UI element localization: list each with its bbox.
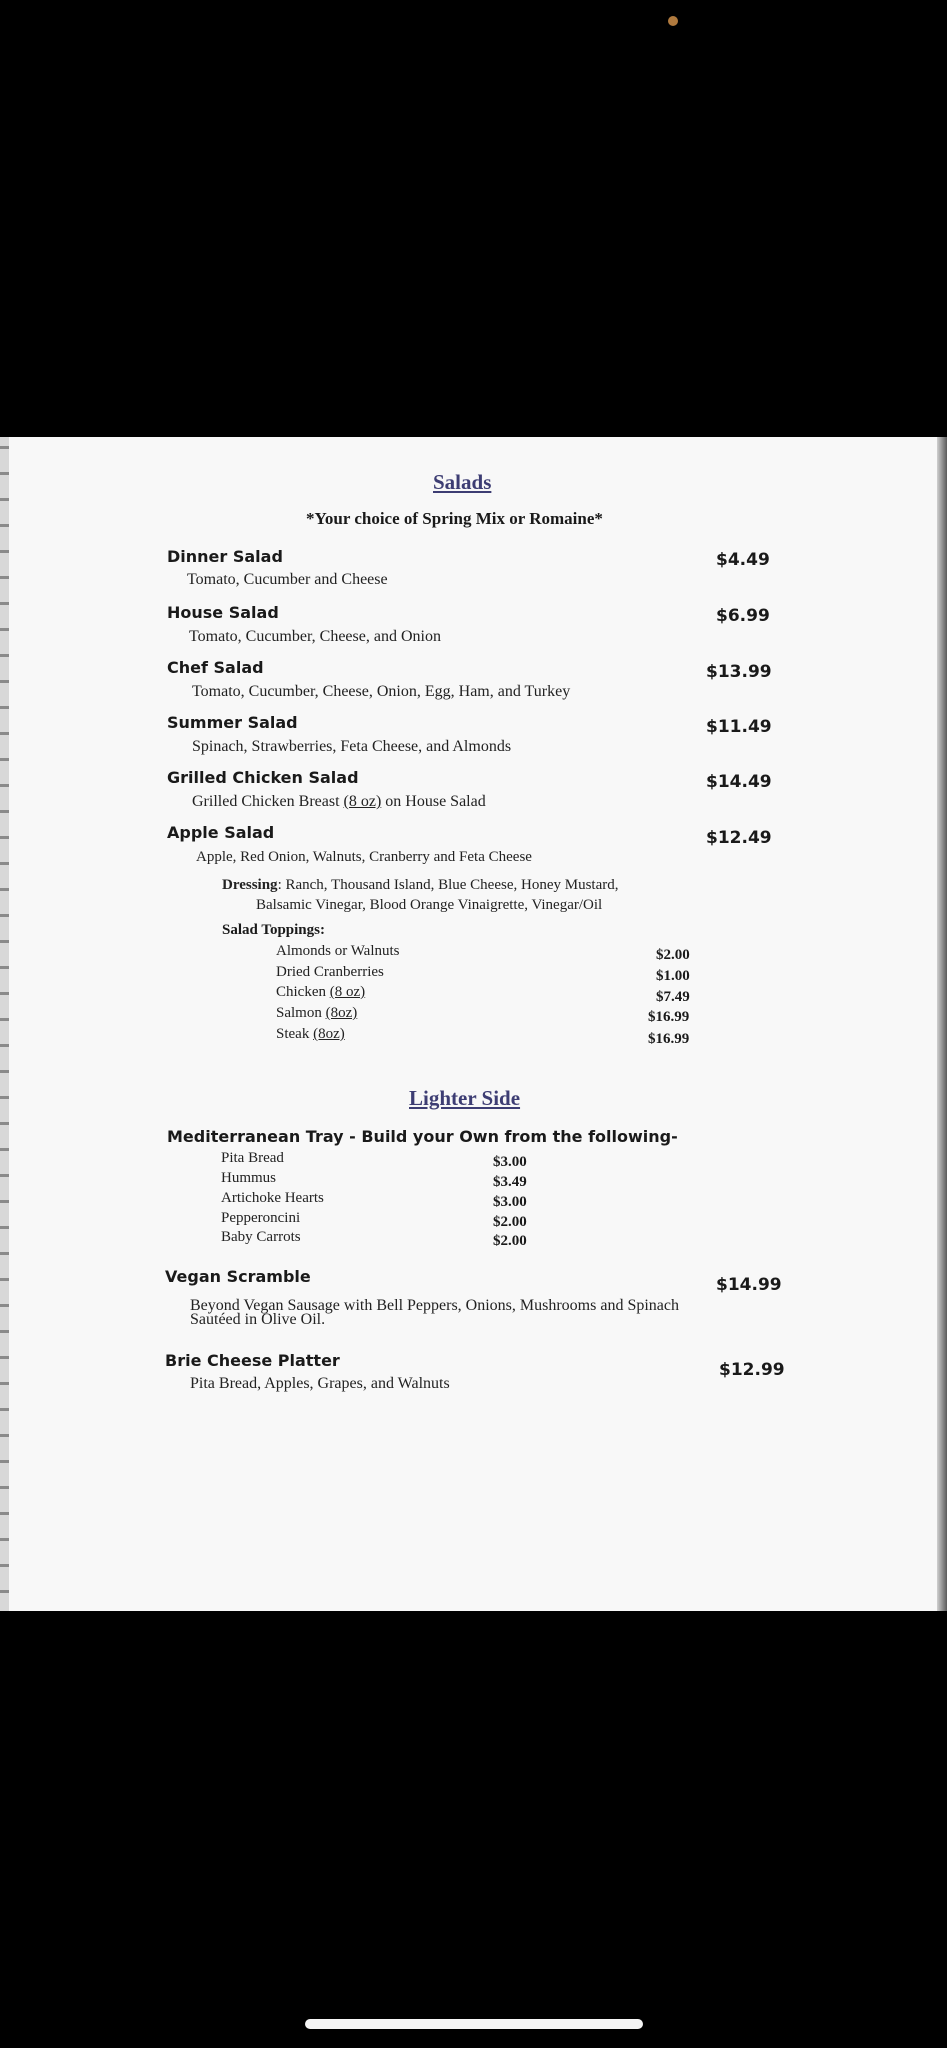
camera-indicator	[668, 16, 678, 26]
binder-edge	[0, 437, 9, 1611]
salads-subtitle: *Your choice of Spring Mix or Romaine*	[306, 509, 603, 528]
item-name: Chef Salad	[167, 658, 264, 677]
item-name: Summer Salad	[167, 713, 298, 732]
item-price: $14.49	[706, 772, 772, 792]
tray-item-name: Baby Carrots	[221, 1229, 301, 1245]
topping-name: Almonds or Walnuts	[276, 943, 400, 959]
item-price: $12.49	[706, 828, 772, 848]
item-price: $4.49	[716, 550, 770, 570]
dressing-line-2: Balsamic Vinegar, Blood Orange Vinaigrette, Vinegar/Oil	[256, 897, 603, 913]
topping-name: Steak (8oz)	[276, 1026, 345, 1042]
item-name: Dinner Salad	[167, 547, 283, 566]
topping-name: Dried Cranberries	[276, 964, 384, 980]
item-desc: Sautéed in Olive Oil.	[190, 1311, 326, 1328]
item-price: $11.49	[706, 717, 772, 737]
item-price: $12.99	[719, 1360, 785, 1380]
topping-price: $2.00	[656, 947, 690, 963]
topping-price: $16.99	[648, 1031, 690, 1047]
tray-item-name: Pepperoncini	[221, 1210, 301, 1226]
topping-name: Salmon (8oz)	[276, 1005, 358, 1021]
tray-item-price: $3.49	[493, 1174, 527, 1190]
item-name: Apple Salad	[167, 823, 275, 842]
item-name: House Salad	[167, 603, 279, 622]
item-desc: Grilled Chicken Breast (8 oz) on House Salad	[192, 793, 486, 810]
tray-title: Mediterranean Tray - Build your Own from the following-	[167, 1127, 678, 1146]
item-price: $14.99	[716, 1275, 782, 1295]
item-desc: Beyond Vegan Sausage with Bell Peppers, Onions, Mushrooms and Spinach	[190, 1297, 679, 1314]
tray-item-price: $2.00	[493, 1214, 527, 1230]
item-name: Brie Cheese Platter	[165, 1351, 340, 1370]
tray-item-price: $2.00	[493, 1233, 527, 1249]
toppings-label: Salad Toppings:	[222, 922, 325, 938]
tray-item-name: Hummus	[221, 1170, 277, 1186]
item-desc: Spinach, Strawberries, Feta Cheese, and Almonds	[192, 738, 512, 755]
topping-price: $1.00	[656, 968, 690, 984]
dressing-line-1: Dressing: Ranch, Thousand Island, Blue Cheese, Honey Mustard,	[222, 877, 619, 893]
menu-page	[0, 437, 947, 1611]
item-price: $6.99	[716, 606, 770, 626]
item-desc: Tomato, Cucumber and Cheese	[187, 571, 388, 588]
home-indicator[interactable]	[305, 2019, 643, 2029]
tray-item-price: $3.00	[493, 1194, 527, 1210]
item-desc: Apple, Red Onion, Walnuts, Cranberry and Feta Cheese	[196, 849, 532, 865]
tray-item-name: Artichoke Hearts	[221, 1190, 324, 1206]
item-desc: Pita Bread, Apples, Grapes, and Walnuts	[190, 1375, 450, 1392]
page-shadow-edge	[937, 437, 947, 1611]
item-desc: Tomato, Cucumber, Cheese, and Onion	[189, 628, 441, 645]
tray-item-price: $3.00	[493, 1154, 527, 1170]
item-name: Vegan Scramble	[165, 1267, 311, 1286]
salads-title: Salads	[433, 470, 492, 494]
lighter-side-title: Lighter Side	[409, 1086, 521, 1110]
topping-price: $7.49	[656, 989, 690, 1005]
tray-item-name: Pita Bread	[221, 1150, 284, 1166]
item-name: Grilled Chicken Salad	[167, 768, 359, 787]
item-price: $13.99	[706, 662, 772, 682]
item-desc: Tomato, Cucumber, Cheese, Onion, Egg, Ham, and Turkey	[192, 683, 571, 700]
topping-price: $16.99	[648, 1009, 690, 1025]
topping-name: Chicken (8 oz)	[276, 984, 366, 1000]
